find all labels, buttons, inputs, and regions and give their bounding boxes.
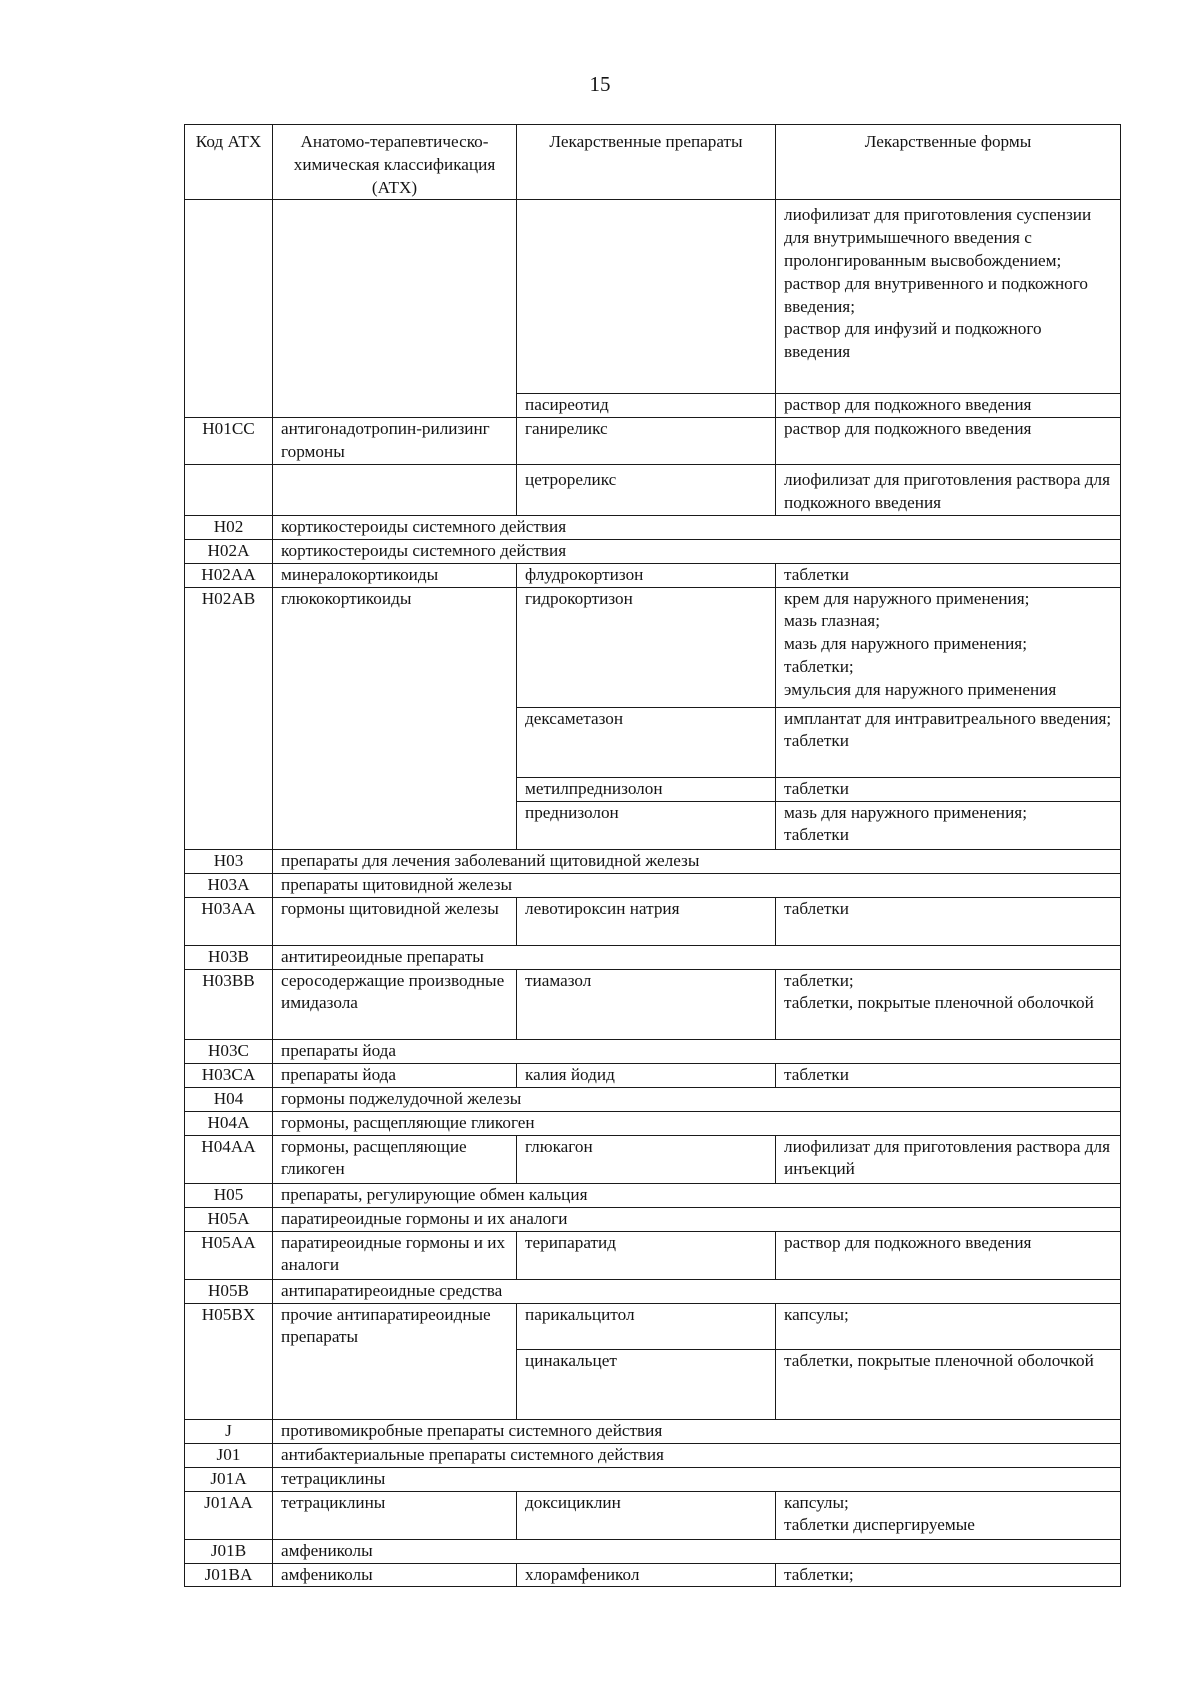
row-form: таблетки (776, 777, 1121, 801)
row-code (185, 200, 273, 418)
row-classification: гормоны щитовидной железы (273, 897, 517, 945)
row-drug: тиамазол (517, 969, 776, 1039)
table-row (185, 418, 1121, 465)
table-row (185, 1207, 1121, 1231)
row-code: H03AA (185, 897, 273, 945)
table-row (185, 1063, 1121, 1087)
header-forms: Лекарственные формы (776, 125, 1121, 200)
row-form: таблетки; (776, 1563, 1121, 1587)
row-code: H04 (185, 1087, 273, 1111)
row-classification: паратиреоидные гормоны и их аналоги (273, 1207, 1121, 1231)
table-row (185, 1087, 1121, 1111)
row-code: J01AA (185, 1491, 273, 1539)
row-code: H04A (185, 1111, 273, 1135)
table-row (185, 873, 1121, 897)
table-row (185, 1111, 1121, 1135)
row-form: таблетки (776, 563, 1121, 587)
row-code: H02 (185, 515, 273, 539)
row-form: таблетки (776, 1063, 1121, 1087)
table-row (185, 200, 1121, 394)
row-code: H03BB (185, 969, 273, 1039)
row-classification: гормоны, расщепляющие гликоген (273, 1135, 517, 1183)
row-code (185, 464, 273, 515)
row-form: имплантат для интравитреального введения; таблетки (776, 707, 1121, 777)
row-code: H01CC (185, 418, 273, 465)
row-code: J01B (185, 1539, 273, 1563)
row-form: раствор для подкожного введения (776, 394, 1121, 418)
row-code: H03C (185, 1039, 273, 1063)
table-row (185, 563, 1121, 587)
row-form: раствор для подкожного введения (776, 1231, 1121, 1279)
row-classification: препараты йода (273, 1063, 517, 1087)
row-form: лиофилизат для приготовления раствора для инъекций (776, 1135, 1121, 1183)
row-form: таблетки, покрытые пленочной оболочкой (776, 1349, 1121, 1419)
table-row (185, 464, 1121, 515)
row-classification: серосодержащие производные имидазола (273, 969, 517, 1039)
table-row (185, 1563, 1121, 1587)
row-classification: препараты для лечения заболеваний щитовидной железы (273, 849, 1121, 873)
row-code: H03CA (185, 1063, 273, 1087)
table-row (185, 539, 1121, 563)
table-row (185, 1183, 1121, 1207)
table-row (185, 849, 1121, 873)
row-drug: парикальцитол (517, 1303, 776, 1349)
row-drug: гидрокортизон (517, 587, 776, 707)
row-drug: ганиреликс (517, 418, 776, 465)
row-form: мазь для наружного применения; таблетки (776, 801, 1121, 849)
row-code: H03 (185, 849, 273, 873)
row-classification: препараты, регулирующие обмен кальция (273, 1183, 1121, 1207)
row-classification: антигонадотропин-рилизинг гормоны (273, 418, 517, 465)
row-code: H03B (185, 945, 273, 969)
row-code: H05B (185, 1279, 273, 1303)
table-row (185, 1303, 1121, 1349)
row-drug: флудрокортизон (517, 563, 776, 587)
row-classification: амфениколы (273, 1563, 517, 1587)
row-drug: цинакальцет (517, 1349, 776, 1419)
row-code: H04AA (185, 1135, 273, 1183)
row-form: капсулы; (776, 1303, 1121, 1349)
row-code: H05BX (185, 1303, 273, 1419)
row-classification: антипаратиреоидные средства (273, 1279, 1121, 1303)
row-drug: доксициклин (517, 1491, 776, 1539)
table-row (185, 1279, 1121, 1303)
table-header-row (185, 125, 1121, 200)
row-form: раствор для подкожного введения (776, 418, 1121, 465)
row-form: таблетки (776, 897, 1121, 945)
row-classification: кортикостероиды системного действия (273, 515, 1121, 539)
row-code: H02AA (185, 563, 273, 587)
header-drugs: Лекарственные препараты (517, 125, 776, 200)
row-classification: противомикробные препараты системного действия (273, 1419, 1121, 1443)
row-classification: минералокортикоиды (273, 563, 517, 587)
row-classification: препараты йода (273, 1039, 1121, 1063)
row-form: лиофилизат для приготовления раствора для подкожного введения (776, 464, 1121, 515)
row-drug: глюкагон (517, 1135, 776, 1183)
row-form: таблетки; таблетки, покрытые пленочной оболочкой (776, 969, 1121, 1039)
row-form: капсулы; таблетки диспергируемые (776, 1491, 1121, 1539)
row-drug: цетрореликс (517, 464, 776, 515)
table-row (185, 897, 1121, 945)
row-drug: терипаратид (517, 1231, 776, 1279)
row-classification: паратиреоидные гормоны и их аналоги (273, 1231, 517, 1279)
table-row (185, 1539, 1121, 1563)
row-classification: глюкокортикоиды (273, 587, 517, 849)
row-code: J01A (185, 1467, 273, 1491)
table-row (185, 1491, 1121, 1539)
row-drug: дексаметазон (517, 707, 776, 777)
table-row (185, 1419, 1121, 1443)
row-classification: кортикостероиды системного действия (273, 539, 1121, 563)
row-classification: амфениколы (273, 1539, 1121, 1563)
row-drug: калия йодид (517, 1063, 776, 1087)
row-drug (517, 200, 776, 394)
table-row (185, 1231, 1121, 1279)
row-drug: хлорамфеникол (517, 1563, 776, 1587)
row-code: J (185, 1419, 273, 1443)
header-classification: Анатомо-терапевтическо-химическая классификация (АТХ) (273, 125, 517, 200)
row-classification (273, 200, 517, 418)
row-drug: левотироксин натрия (517, 897, 776, 945)
atx-table (184, 124, 1121, 1587)
table-row (185, 945, 1121, 969)
page-number: 15 (589, 72, 611, 96)
table-row (185, 1467, 1121, 1491)
row-classification: гормоны, расщепляющие гликоген (273, 1111, 1121, 1135)
table-row (185, 1443, 1121, 1467)
table-row (185, 1039, 1121, 1063)
row-classification: тетрациклины (273, 1491, 517, 1539)
row-classification: тетрациклины (273, 1467, 1121, 1491)
row-code: J01BA (185, 1563, 273, 1587)
row-code: H05A (185, 1207, 273, 1231)
row-drug: метилпреднизолон (517, 777, 776, 801)
header-code: Код АТХ (185, 125, 273, 200)
row-classification: антибактериальные препараты системного действия (273, 1443, 1121, 1467)
row-code: H02A (185, 539, 273, 563)
table-row (185, 1135, 1121, 1183)
table-row (185, 587, 1121, 707)
row-code: H05AA (185, 1231, 273, 1279)
row-form: крем для наружного применения; мазь глазная; мазь для наружного применения; таблетки; эмульсия для наружного применения (776, 587, 1121, 707)
row-classification: прочие антипаратиреоидные препараты (273, 1303, 517, 1419)
row-code: H02AB (185, 587, 273, 849)
table-row (185, 969, 1121, 1039)
row-drug: преднизолон (517, 801, 776, 849)
row-code: H05 (185, 1183, 273, 1207)
row-classification: препараты щитовидной железы (273, 873, 1121, 897)
row-code: J01 (185, 1443, 273, 1467)
row-classification (273, 464, 517, 515)
row-code: H03A (185, 873, 273, 897)
row-classification: гормоны поджелудочной железы (273, 1087, 1121, 1111)
row-form: лиофилизат для приготовления суспензии для внутримышечного введения с пролонгированным высвобождением; раствор для внутривенного и подкожного введения; раствор для инфузий и подкожного введения (776, 200, 1121, 394)
row-drug: пасиреотид (517, 394, 776, 418)
row-classification: антитиреоидные препараты (273, 945, 1121, 969)
table-row (185, 515, 1121, 539)
